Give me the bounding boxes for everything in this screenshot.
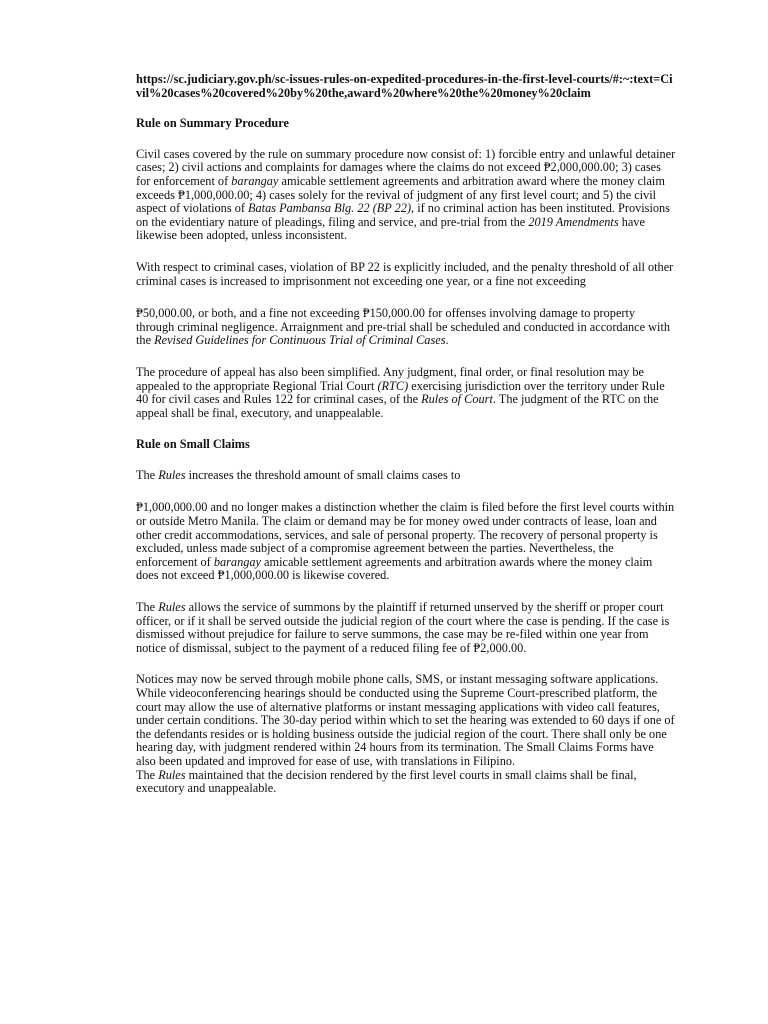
summary-paragraph-civil-cases: Civil cases covered by the rule on summary procedure now consist of: 1) forcible entry and unlawful detainer cases; 2) civil actions and complaints for damages where the claims do not exceed ₱2,000,000.00; 3) cases for enforcement of barangay amicable settlement agreements and arbitration award where the money claim exceeds ₱1,000,000.00; 4) cases solely for the revival of judgment of any first level court; and 5) the civil aspect of violations of Batas Pambansa Blg. 22 (BP 22), if no criminal action has been instituted. Provisions on the evidentiary nature of pleadings, filing and service, and pre-trial from the 2019 Amendments have likewise been adopted, unless inconsistent. [136,146,676,243]
summary-paragraph-criminal-cases: With respect to criminal cases, violation of BP 22 is explicitly included, and the penalty threshold of all other criminal cases is increased to imprisonment not exceeding one year, or a fine not exceeding [136,259,674,288]
summary-paragraph-penalties: ₱50,000.00, or both, and a fine not exceeding ₱150,000.00 for offenses involving damage to property through criminal negligence. Arraignment and pre-trial shall be scheduled and conducted in accordance with the Revised Guidelines for Continuous Trial of Criminal Cases. [136,306,671,348]
small-claims-paragraph-threshold: The Rules increases the threshold amount of small claims cases to [136,467,461,482]
summary-paragraph-appeal: The procedure of appeal has also been simplified. Any judgment, final order, or final resolution may be appealed to the appropriate Regional Trial Court (RTC) exercising jurisdiction over the territory under Rule 40 for civil cases and Rules 122 for criminal cases, of the Rules of Court. The judgment of the RTC on the appeal shall be final, executory, and unappealable. [136,364,665,420]
source-url: https://sc.judiciary.gov.ph/sc-issues-rules-on-expedited-procedures-in-the-first-level-courts/#:~:text=Civil%20cases%20covered%20by%20the,award%20where%20the%20money%20claim [136,72,673,100]
small-claims-paragraph-notices: Notices may now be served through mobile phone calls, SMS, or instant messaging software applications. While videoconferencing hearings should be conducted using the Supreme Court-prescribed platform, the court may allow the use of alternative platforms or instant messaging applications with video call features, under certain conditions. The 30-day period within which to set the hearing was extended to 60 days if one of the defendants resides or is holding business outside the judicial region of the court. There shall only be one hearing day, with judgment rendered within 24 hours from its termination. The Small Claims Forms have also been updated and improved for ease of use, with translations in Filipino. [136,672,675,768]
small-claims-paragraph-final: The Rules maintained that the decision rendered by the first level courts in small claims shall be final, executory and unappealable. [136,767,637,796]
small-claims-paragraph-summons: The Rules allows the service of summons by the plaintiff if returned unserved by the sheriff or proper court officer, or if it shall be served outside the judicial region of the court where the case is pending. If the case is dismissed without prejudice for failure to serve summons, the case may be re-filed within one year from notice of dismissal, subject to the payment of a reduced filing fee of ₱2,000.00. [136,600,670,655]
heading-small-claims: Rule on Small Claims [136,437,250,452]
heading-summary-procedure: Rule on Summary Procedure [136,116,289,131]
document-page [136,73,676,796]
small-claims-paragraph-coverage: ₱1,000,000.00 and no longer makes a distinction whether the claim is filed before the first level courts within or outside Metro Manila. The claim or demand may be for money owed under contracts of lease, loan and other credit accommodations, services, and sale of personal property. The recovery of personal property is excluded, unless made subject of a compromise agreement between the parties. Nevertheless, the enforcement of barangay amicable settlement agreements and arbitration awards where the money claim does not exceed ₱1,000,000.00 is likewise covered. [136,500,675,583]
